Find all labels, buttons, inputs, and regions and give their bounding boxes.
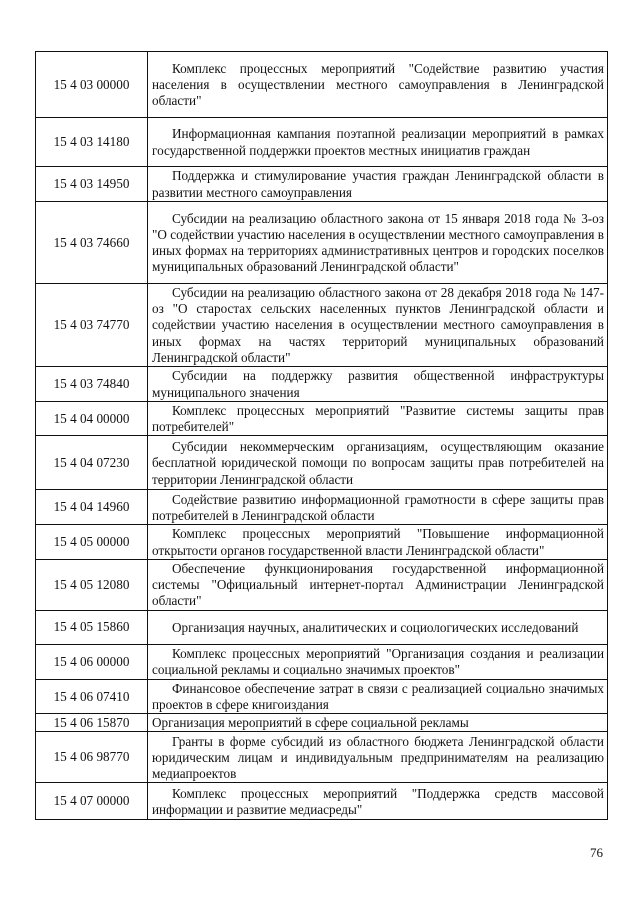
table-row: [36, 732, 608, 783]
row-code: 15 4 06 15870: [36, 714, 148, 732]
row-description: Субсидии некоммерческим организациям, осуществляющим оказание бесплатной юридической помощи по вопросам защиты прав потребителей на территории Ленинградской области: [148, 436, 608, 490]
table-row: [36, 402, 608, 436]
table-row: [36, 525, 608, 559]
row-code: 15 4 06 07410: [36, 679, 148, 713]
row-description: Поддержка и стимулирование участия граждан Ленинградской области в развитии местного самоуправления: [148, 167, 608, 202]
row-description: Организация мероприятий в сфере социальной рекламы: [148, 714, 608, 732]
table-row: [36, 783, 608, 820]
table-row: [36, 118, 608, 167]
row-description: Комплекс процессных мероприятий "Содействие развитию участия населения в осуществлении местного самоуправления в Ленинградской области": [148, 52, 608, 118]
row-description: Комплекс процессных мероприятий "Повышение информационной открытости органов государственной власти Ленинградской области": [148, 525, 608, 559]
row-code: 15 4 06 98770: [36, 732, 148, 783]
row-code: 15 4 03 74840: [36, 367, 148, 402]
row-description: Субсидии на реализацию областного закона от 15 января 2018 года № 3-оз "О содействии участию населения в осуществлении местного самоуправления в иных формах на территориях административных центров и городских поселков муниципальных образований Ленинградской области": [148, 202, 608, 284]
table-row: [36, 202, 608, 284]
table-row: [36, 52, 608, 118]
page-number: 76: [590, 845, 603, 860]
row-code: 15 4 04 00000: [36, 402, 148, 436]
table-row: [36, 490, 608, 525]
row-description: Комплекс процессных мероприятий "Организация создания и реализации социальной рекламы и социально значимых проектов": [148, 644, 608, 679]
row-description: Организация научных, аналитических и социологических исследований: [148, 610, 608, 644]
row-description: Информационная кампания поэтапной реализации мероприятий в рамках государственной поддержки проектов местных инициатив граждан: [148, 118, 608, 167]
table-row: [36, 559, 608, 610]
table-row: [36, 167, 608, 202]
row-description: Гранты в форме субсидий из областного бюджета Ленинградской области юридическим лицам и индивидуальным предпринимателям на реализацию медиапроектов: [148, 732, 608, 783]
table-row: [36, 284, 608, 367]
row-description: Субсидии на поддержку развития общественной инфраструктуры муниципального значения: [148, 367, 608, 402]
row-code: 15 4 05 15860: [36, 610, 148, 644]
row-code: 15 4 03 14950: [36, 167, 148, 202]
row-description: Обеспечение функционирования государственной информационной системы "Официальный интернет-портал Администрации Ленинградской области": [148, 559, 608, 610]
table-row: [36, 436, 608, 490]
row-code: 15 4 07 00000: [36, 783, 148, 820]
row-code: 15 4 03 74660: [36, 202, 148, 284]
row-description: Комплекс процессных мероприятий "Развитие системы защиты прав потребителей": [148, 402, 608, 436]
table-row: [36, 610, 608, 644]
row-code: 15 4 06 00000: [36, 644, 148, 679]
row-code: 15 4 03 14180: [36, 118, 148, 167]
row-description: Содействие развитию информационной грамотности в сфере защиты прав потребителей в Ленинградской области: [148, 490, 608, 525]
budget-classification-table: [35, 51, 608, 820]
table-row: [36, 644, 608, 679]
row-code: 15 4 05 12080: [36, 559, 148, 610]
row-code: 15 4 03 00000: [36, 52, 148, 118]
row-code: 15 4 04 07230: [36, 436, 148, 490]
table-row: [36, 714, 608, 732]
row-description: Субсидии на реализацию областного закона от 28 декабря 2018 года № 147-оз "О старостах сельских населенных пунктов Ленинградской области и содействии участию населения в осуществлении местного самоуправления в иных формах на частях территорий муниципальных образований Ленинградской области": [148, 284, 608, 367]
row-description: Финансовое обеспечение затрат в связи с реализацией социально значимых проектов в сфере книгоиздания: [148, 679, 608, 713]
table-body: [36, 52, 608, 820]
row-code: 15 4 04 14960: [36, 490, 148, 525]
table-row: [36, 367, 608, 402]
row-code: 15 4 03 74770: [36, 284, 148, 367]
row-description: Комплекс процессных мероприятий "Поддержка средств массовой информации и развитие медиасреды": [148, 783, 608, 820]
row-code: 15 4 05 00000: [36, 525, 148, 559]
table-row: [36, 679, 608, 713]
